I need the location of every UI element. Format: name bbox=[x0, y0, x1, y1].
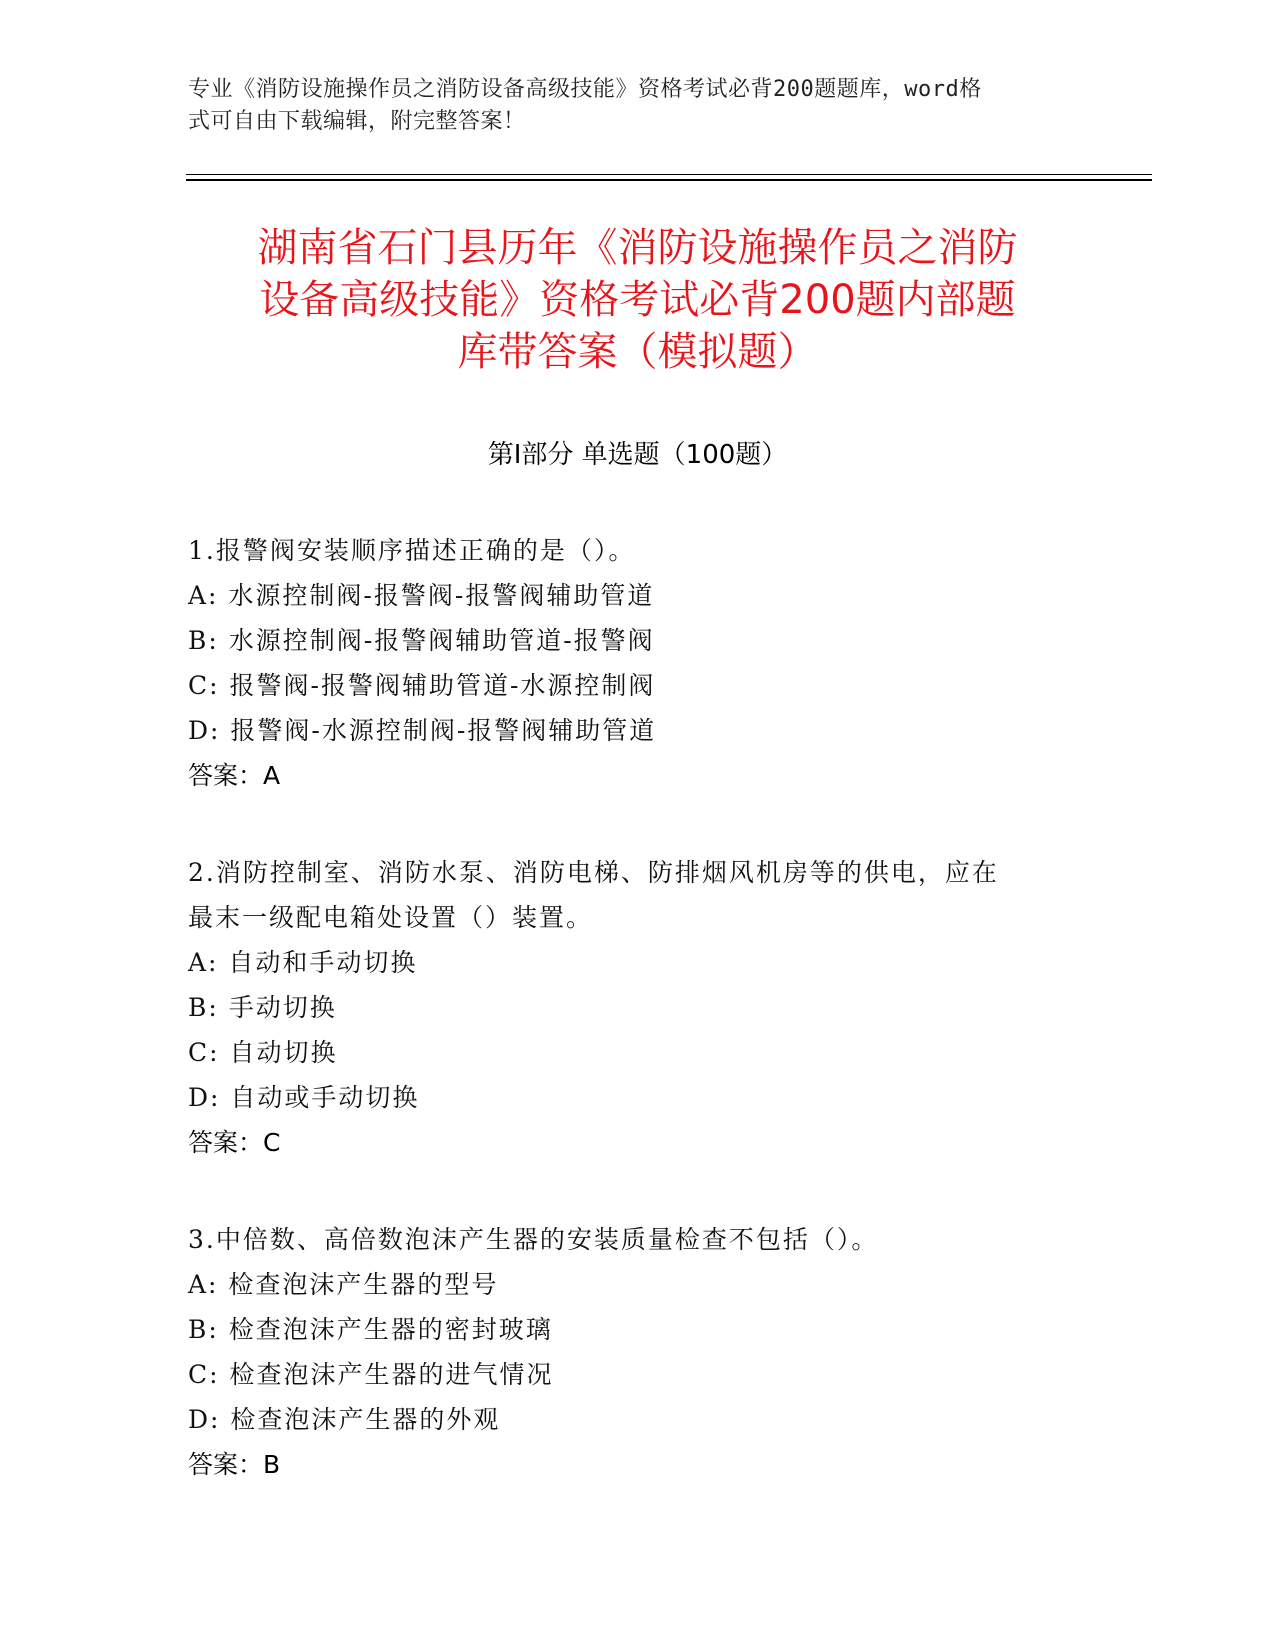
answer: 答案：B bbox=[188, 1450, 281, 1479]
header-note-line-1: 专业《消防设施操作员之消防设备高级技能》资格考试必背200题题库，word格 bbox=[188, 77, 982, 102]
header-rule-thin bbox=[186, 174, 1152, 175]
option-d: D: 自动或手动切换 bbox=[188, 1083, 420, 1112]
option-a: A: 水源控制阀-报警阀-报警阀辅助管道 bbox=[188, 581, 655, 610]
option-b: B: 水源控制阀-报警阀辅助管道-报警阀 bbox=[188, 626, 655, 655]
answer: 答案：C bbox=[188, 1128, 281, 1157]
answer: 答案：A bbox=[188, 761, 281, 790]
document-title-line-2: 设备高级技能》资格考试必背200题内部题 bbox=[259, 277, 1016, 323]
option-b: B: 手动切换 bbox=[188, 993, 337, 1022]
section-heading: 第Ⅰ部分 单选题（100题） bbox=[487, 440, 788, 470]
question-1 bbox=[188, 528, 1068, 798]
option-a: A: 自动和手动切换 bbox=[188, 948, 418, 977]
header-note-line-2: 式可自由下载编辑，附完整答案！ bbox=[188, 109, 526, 134]
option-a: A: 检查泡沫产生器的型号 bbox=[188, 1270, 499, 1299]
document-title-line-1: 湖南省石门县历年《消防设施操作员之消防 bbox=[257, 225, 1018, 271]
question-stem: 1.报警阀安装顺序描述正确的是（）。 bbox=[188, 536, 636, 565]
document-title-line-3: 库带答案（模拟题） bbox=[457, 329, 818, 375]
header-rule-thick bbox=[186, 179, 1152, 181]
question-list bbox=[188, 528, 1068, 1539]
header-note bbox=[188, 74, 1066, 138]
question-stem: 3.中倍数、高倍数泡沫产生器的安装质量检查不包括（）。 bbox=[188, 1225, 879, 1254]
option-b: B: 检查泡沫产生器的密封玻璃 bbox=[188, 1315, 553, 1344]
option-c: C: 报警阀-报警阀辅助管道-水源控制阀 bbox=[188, 671, 656, 700]
question-stem: 2.消防控制室、消防水泵、消防电梯、防排烟风机房等的供电，应在 bbox=[188, 858, 999, 887]
question-stem-continued: 最末一级配电箱处设置（）装置。 bbox=[188, 903, 594, 932]
question-2 bbox=[188, 850, 1068, 1165]
option-c: C: 检查泡沫产生器的进气情况 bbox=[188, 1360, 554, 1389]
option-d: D: 检查泡沫产生器的外观 bbox=[188, 1405, 501, 1434]
question-3 bbox=[188, 1217, 1068, 1487]
document-title bbox=[160, 222, 1115, 378]
option-d: D: 报警阀-水源控制阀-报警阀辅助管道 bbox=[188, 716, 657, 745]
option-c: C: 自动切换 bbox=[188, 1038, 338, 1067]
